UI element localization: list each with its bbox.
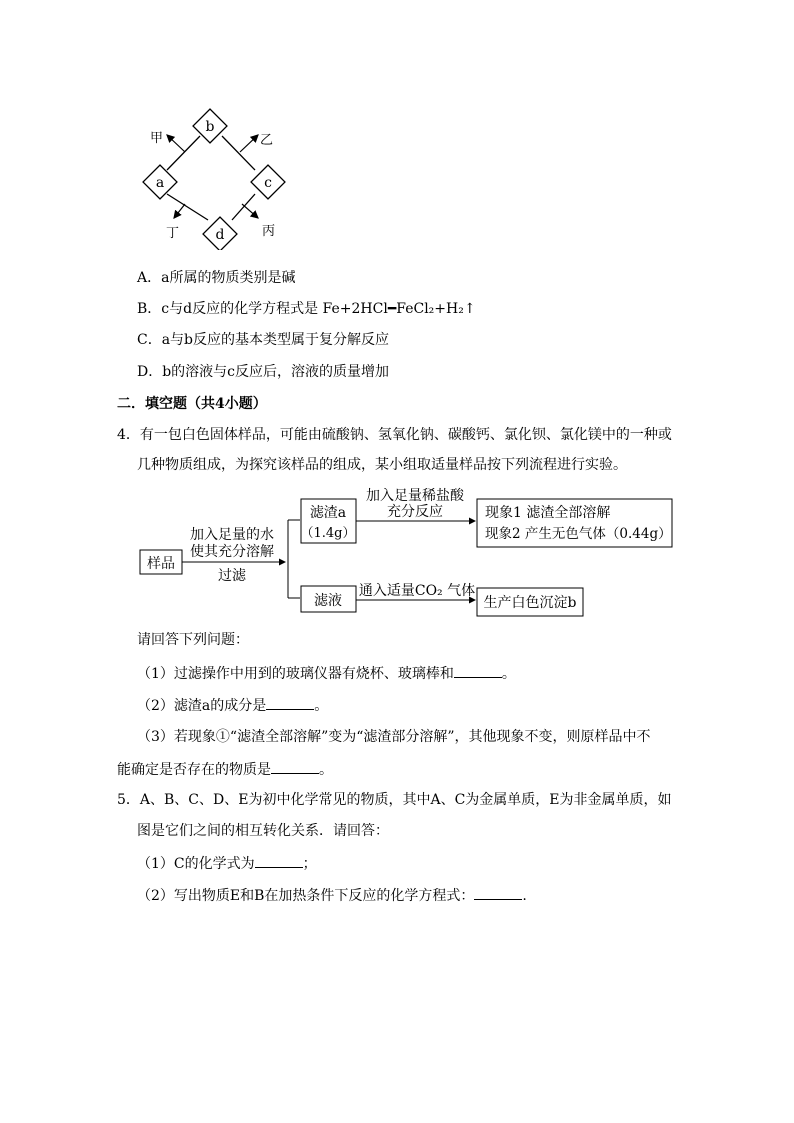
filtrate-label: 滤液 (314, 593, 342, 609)
node-d (203, 217, 237, 250)
observation-1: 现象1 滤渣全部溶解 (485, 505, 611, 521)
q5-line2: 图是它们之间的相互转化关系．请回答： (137, 823, 389, 839)
q4-sub3-text: 能确定是否存在的物质是 (117, 762, 271, 778)
reaction-diamond-diagram (130, 100, 300, 250)
step1-text-a: 加入足量的水 (190, 527, 274, 543)
q5-sub2 (137, 885, 527, 906)
node-c (251, 165, 285, 199)
svg-text:a: a (155, 175, 165, 191)
option-c: C．a与b反应的基本类型属于复分解反应 (137, 332, 390, 348)
q4-sub2-text: （2）滤渣a的成分是 (137, 698, 267, 714)
q4-sub3-end: 。 (319, 762, 333, 778)
step1-text-b: 使其充分溶解 (190, 544, 274, 560)
q4-sub1-text: （1）过滤操作中用到的玻璃仪器有烧杯、玻璃棒和 (137, 666, 454, 682)
label-bing: 丙 (262, 224, 276, 239)
q4-prompt: 请回答下列问题： (137, 632, 249, 648)
arrow-ding (174, 204, 185, 218)
q4-sub1 (137, 663, 516, 684)
label-yi: 乙 (260, 133, 274, 148)
q5-line1: 5．A、B、C、D、E为初中化学常见的物质，其中A、C为金属单质，E为非金属单质，如 (117, 792, 672, 808)
q5-sub2-text: （2）写出物质E和B在加热条件下反应的化学方程式： (137, 888, 475, 904)
svg-text:c: c (264, 175, 272, 191)
option-b-prefix: B．c与d反应的化学方程式是 Fe+2HCl (137, 301, 388, 317)
arrow-jia (167, 135, 185, 152)
answer-blank[interactable] (454, 663, 502, 678)
option-d: D．b的溶液与c反应后，溶液的质量增加 (137, 364, 390, 380)
answer-blank[interactable] (266, 695, 314, 710)
acid-step-a: 加入足量稀盐酸 (366, 488, 464, 504)
option-b-suffix: FeCl₂+H₂↑ (396, 301, 476, 317)
acid-step-b: 充分反应 (387, 504, 443, 520)
label-jia: 甲 (150, 131, 164, 146)
precipitate-label: 生产白色沉淀b (483, 595, 577, 611)
svg-text:b: b (205, 119, 215, 135)
experiment-flowchart (135, 482, 680, 622)
observation-2: 现象2 产生无色气体（0.44g） (485, 526, 672, 542)
q5-sub2-end: . (522, 888, 527, 904)
q4-line1: 4．有一包白色固体样品，可能由硫酸钠、氢氧化钠、碳酸钙、氯化钡、氯化镁中的一种或 (117, 427, 672, 443)
q4-sub3-line2 (117, 759, 333, 780)
section-heading: 二．填空题（共4小题） (117, 396, 267, 412)
q4-sub1-end: 。 (501, 666, 516, 682)
arrow-yi (240, 135, 258, 152)
option-b-arrow: ━ (387, 301, 397, 317)
residue-mass: （1.4g） (300, 526, 356, 541)
residue-label: 滤渣a (309, 505, 347, 521)
label-ding: 丁 (166, 226, 180, 241)
sample-label: 样品 (147, 556, 175, 572)
svg-text:d: d (215, 227, 225, 243)
option-b (137, 299, 476, 319)
q4-line2: 几种物质组成，为探究该样品的组成，某小组取适量样品按下列流程进行实验。 (137, 457, 627, 473)
arrow-bing (242, 204, 258, 218)
answer-blank[interactable] (474, 885, 522, 900)
node-a (143, 165, 177, 199)
q4-sub2 (137, 695, 328, 716)
q5-sub1 (137, 853, 317, 874)
answer-blank[interactable] (255, 853, 303, 868)
co2-step: 通入适量CO₂ 气体 (358, 583, 476, 599)
q4-sub3-line1: （3）若现象①“滤渣全部溶解”变为“滤渣部分溶解”，其他现象不变，则原样品中不 (137, 729, 651, 745)
q4-sub2-end: 。 (314, 698, 329, 714)
answer-blank[interactable] (271, 759, 319, 774)
q5-sub1-text: （1）C的化学式为 (137, 856, 255, 872)
q5-sub1-end: ； (302, 856, 317, 872)
option-a: A．a所属的物质类别是碱 (137, 270, 296, 286)
step1-text-c: 过滤 (218, 568, 246, 584)
